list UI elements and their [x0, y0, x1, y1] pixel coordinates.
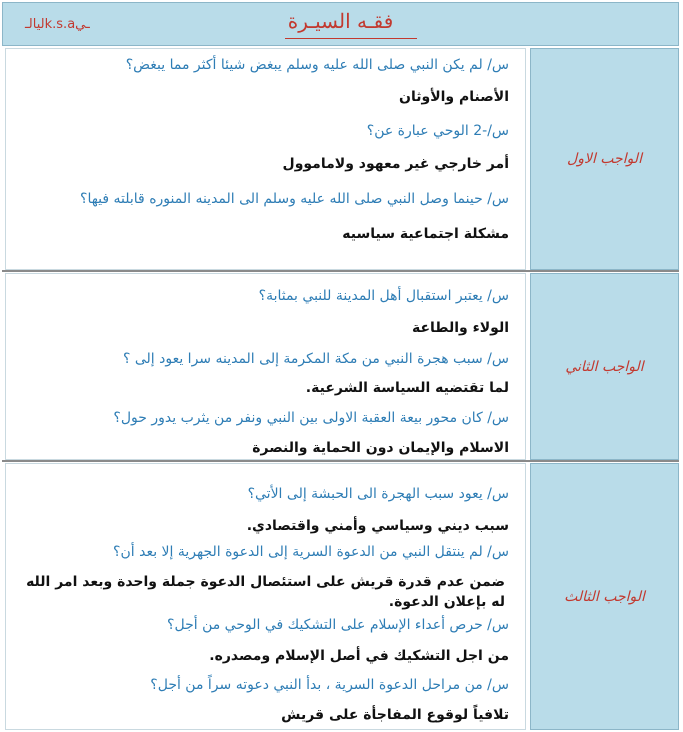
section-divider-2: [2, 460, 679, 462]
question-2-3: س/ كان محور بيعة العقبة الاولى بين النبي ونفر من يثرب يدور حول؟: [113, 410, 509, 426]
title-underline: [285, 38, 417, 39]
answer-2-2: لما تقتضيه السياسة الشرعية.: [305, 380, 509, 396]
qa-cell-3: [5, 463, 526, 730]
question-1-3: س/ حينما وصل النبي صلى الله عليه وسلم الى المدينه المنوره قابلته فيها؟: [80, 191, 509, 207]
answer-3-3: من اجل التشكيك في أصل الإسلام ومصدره.: [209, 648, 509, 664]
label-cell-2: [530, 273, 679, 460]
question-3-4: س/ من مراحل الدعوة السرية ، بدأ النبي دعوته سراً من أجل؟: [150, 677, 509, 693]
section-label-3: الواجب الثالث: [564, 588, 645, 605]
answer-1-1: الأصنام والأوثان: [399, 89, 509, 105]
section-row-3: [2, 463, 679, 730]
question-2-1: س/ يعتبر استقبال أهل المدينة للنبي بمثابة؟: [258, 288, 509, 304]
document-page: [2, 2, 679, 730]
question-3-3: س/ حرص أعداء الإسلام على التشكيك في الوحي من أجل؟: [167, 617, 509, 633]
section-divider-1: [2, 270, 679, 272]
section-row-2: [2, 273, 679, 460]
question-2-2: س/ سبب هجرة النبي من مكة المكرمة إلى المدينه سرا يعود إلى ؟: [122, 351, 509, 367]
answer-2-1: الولاء والطاعة: [412, 320, 509, 336]
answer-3-4: تلافياً لوقوع المفاجأة على قريش: [281, 707, 509, 723]
question-3-1: س/ يعود سبب الهجرة الى الحبشة إلى الأتي؟: [247, 486, 509, 502]
header-bar: [2, 2, 679, 46]
question-1-1: س/ لم يكن النبي صلى الله عليه وسلم يبغض شيئا أكثر مما يبغض؟: [125, 57, 509, 73]
answer-2-3: الاسلام والإيمان دون الحماية والنصرة: [252, 440, 509, 456]
question-3-2: س/ لم ينتقل النبي من الدعوة السرية إلى الدعوة الجهرية إلا بعد أن؟: [113, 544, 509, 560]
page-title: فقـه السيـرة: [287, 9, 394, 33]
answer-3-1: سبب ديني وسياسي وأمني واقتصادي.: [246, 518, 509, 534]
section-label-1: الواجب الاول: [567, 151, 642, 167]
qa-cell-2: [5, 273, 526, 460]
answer-1-2: أمر خارجي غير معهود ولاماموول: [282, 156, 509, 172]
answer-1-3: مشكلة اجتماعية سياسيه: [342, 226, 509, 242]
answer-3-2: ضمن عدم قدرة قريش على استئصال الدعوة جملة واحدة وبعد امر الله له بإعلان الدعوة.: [26, 574, 505, 610]
section-label-2: الواجب الثاني: [565, 358, 644, 375]
question-1-2: س/-2 الوحي عبارة عن؟: [366, 123, 509, 139]
qa-cell-1: [5, 48, 526, 270]
label-cell-3: [530, 463, 679, 730]
author-signature: ليالـk.s.aـي: [25, 17, 90, 32]
label-cell-1: [530, 48, 679, 270]
section-row-1: [2, 48, 679, 270]
